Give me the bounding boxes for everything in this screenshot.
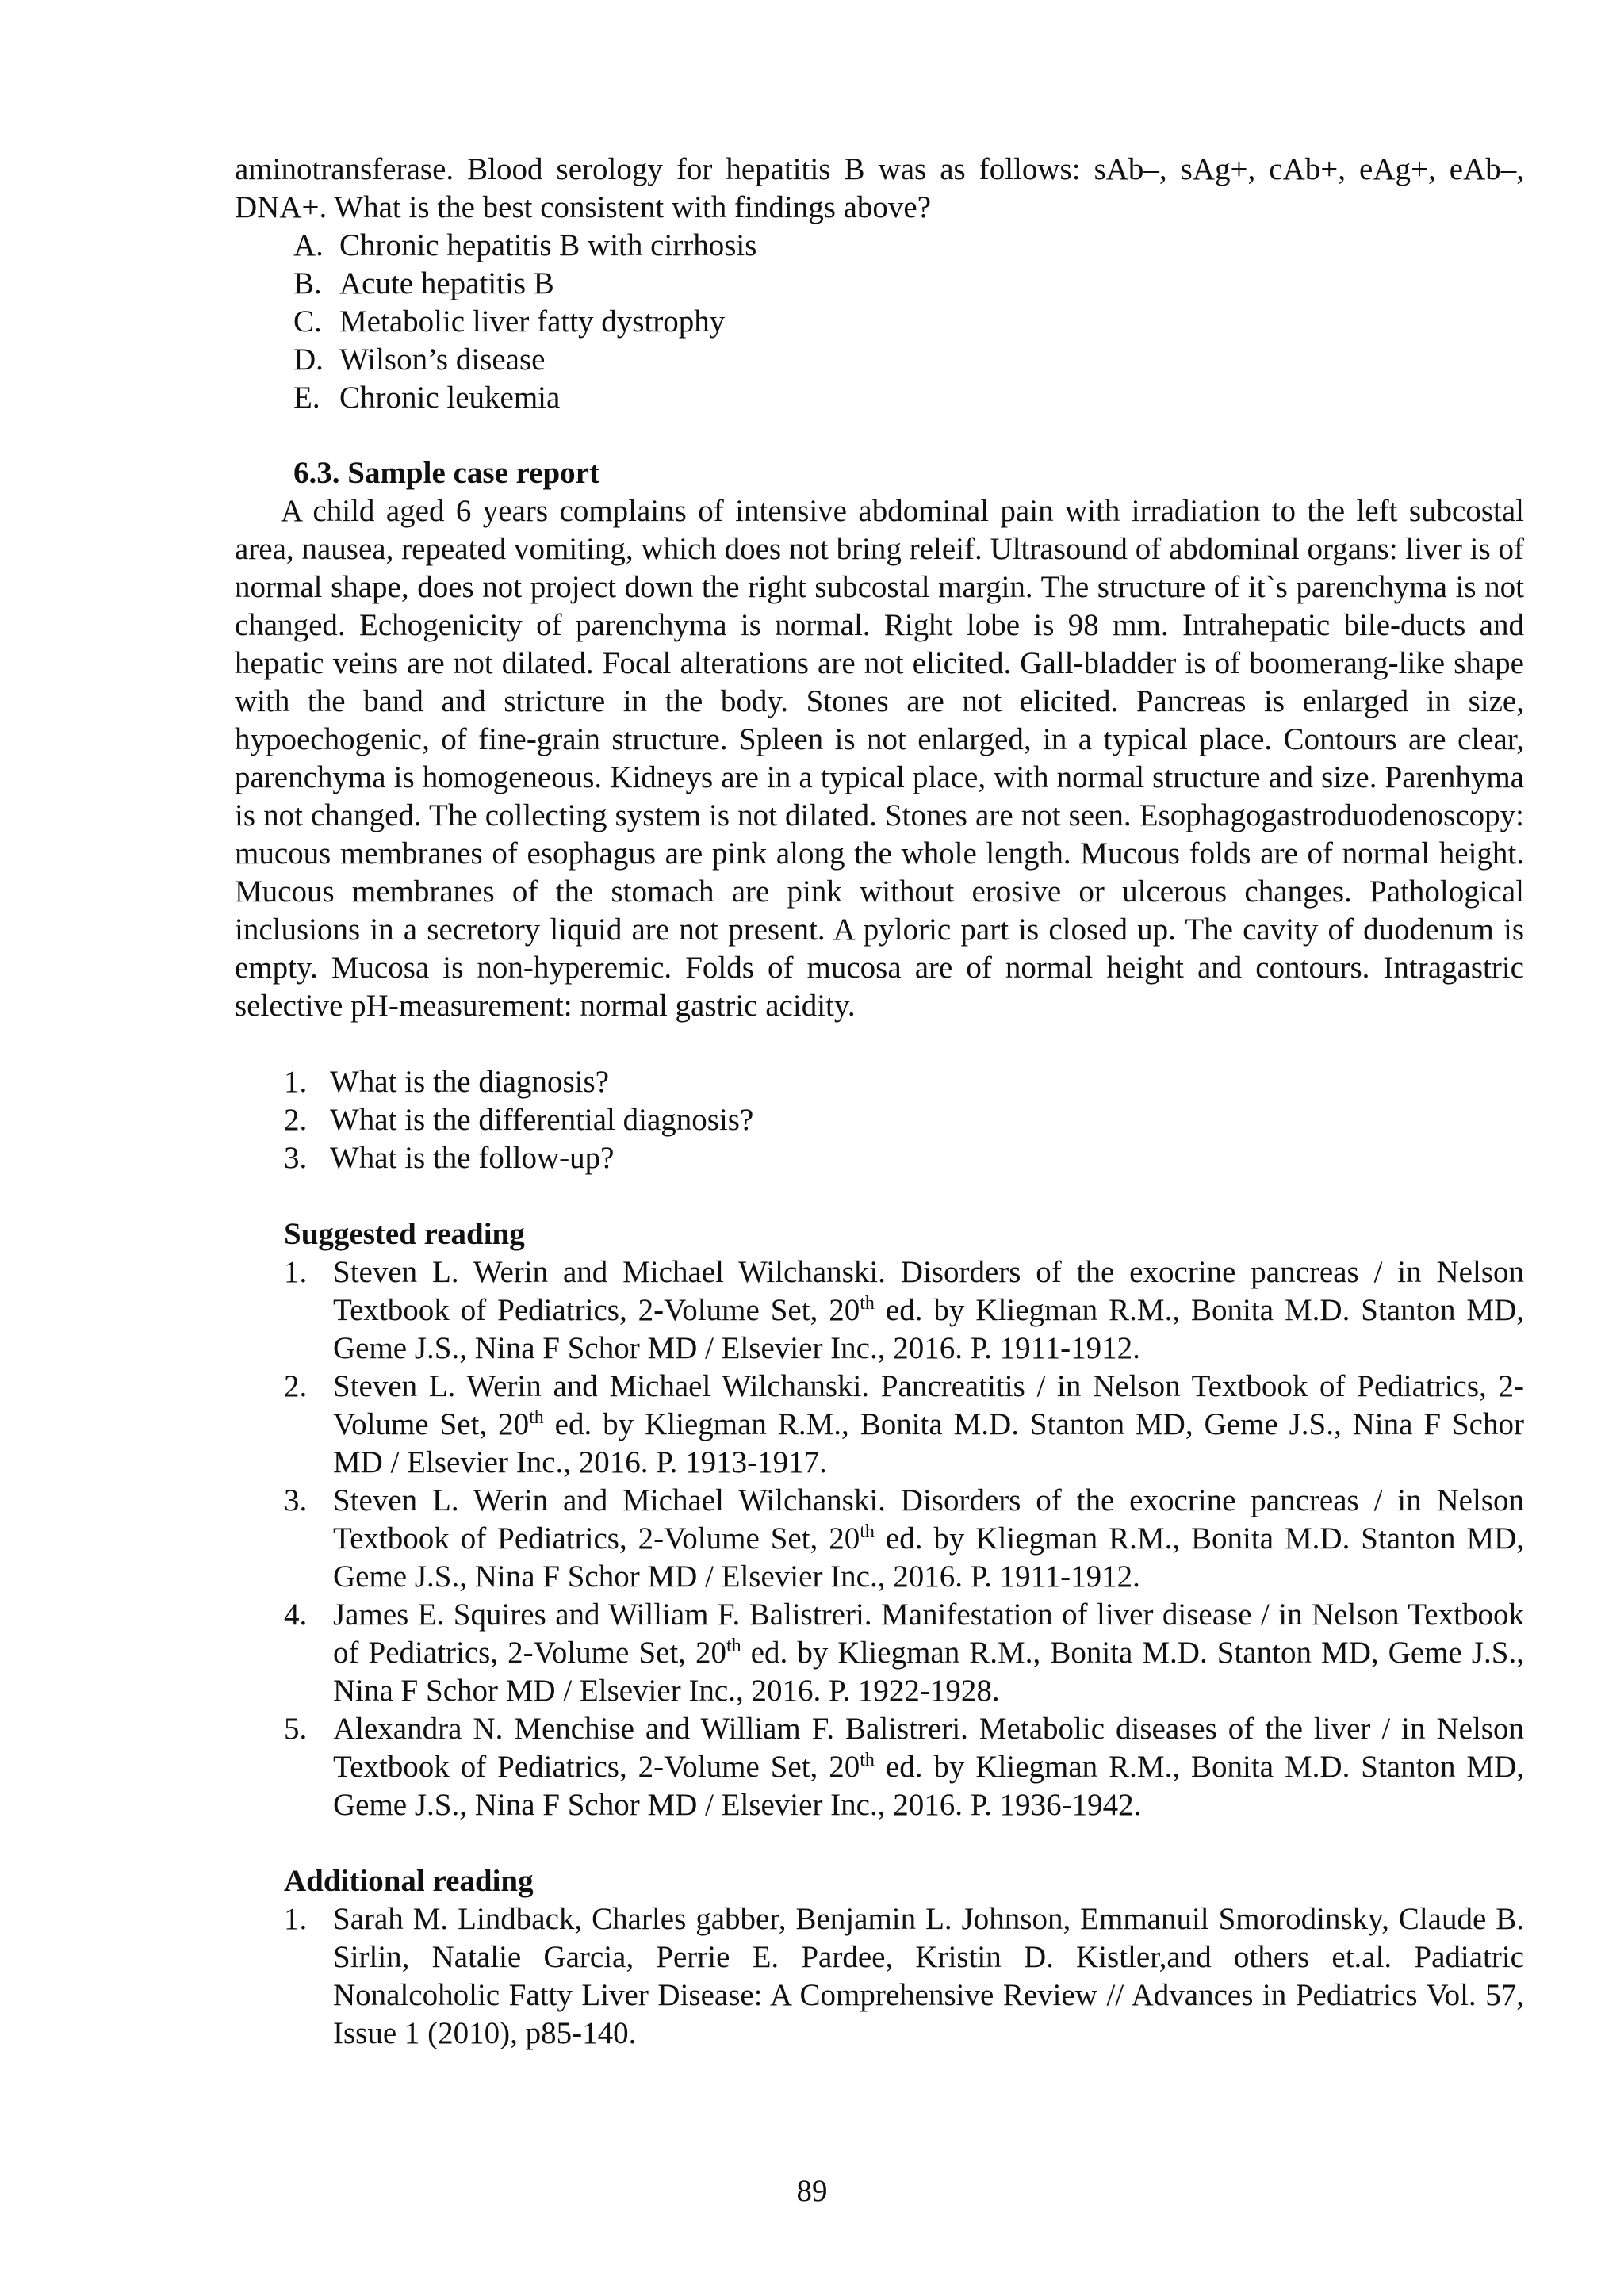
reference-text [333, 1368, 1524, 1482]
additional-reading-heading: Additional reading [284, 1864, 534, 1898]
case-paragraph: A child aged 6 years complains of intensive abdominal pain with irradiation to the left subcostal area, nausea, repeated vomiting, which does not bring releif. Ultrasound of abdominal organs: liver is of normal shape, does not project down the right subcostal margin. The structure of it`s parenchyma is not changed. Echogenicity of parenchyma is normal. Right lobe is 98 mm. Intrahepatic bile-ducts and hepatic veins are not dilated. Focal alterations are not elicited. Gall-bladder is of boomerang-like shape with the band and stricture in the body. Stones are not elicited. Pancreas is enlarged in size, hypoechogenic, of fine-grain structure. Spleen is not enlarged, in a typical place. Contours are clear, parenchyma is homogeneous. Kidneys are in a typical place, with normal structure and size. Parenhyma is not changed. The collecting system is not dilated. Stones are not seen. Esophagogastroduodenoscopy: mucous membranes of esophagus are pink along the whole length. Mucous folds are of normal height. Mucous membranes of the stomach are pink without erosive or ulcerous changes. Pathological inclusions in a secretory liquid are not present. A pyloric part is closed up. The cavity of duodenum is empty. Mucosa is non-hyperemic. Folds of mucosa are of normal height and contours. Intragastric selective pH-measurement: normal gastric acidity. [235, 494, 1524, 1023]
reference-text [333, 1710, 1524, 1824]
reference-item [235, 1253, 1524, 1368]
suggested-reading-heading: Suggested reading [284, 1217, 525, 1251]
intro-paragraph: aminotransferase. Blood serology for hepatitis B was as follows: sAb–, sAg+, cAb+, eAg+, eAb–, DNA+. What is the best consistent with findings above? [235, 152, 1524, 224]
option-letter: C. [293, 304, 322, 339]
reference-text [333, 1482, 1524, 1596]
reference-text-main: Steven L. Werin and Michael Wilchanski. Disorders of the exocrine pancreas / in Nelson Textbook of Pediatrics, 2-Volume Set, 20 [333, 1483, 1524, 1556]
reference-number: 5. [284, 1712, 308, 1746]
reference-text [333, 1253, 1524, 1368]
answer-option-a [235, 227, 1524, 265]
option-text: Wilson’s disease [339, 342, 546, 377]
question-text: What is the follow-up? [330, 1141, 615, 1175]
answer-options [235, 227, 1524, 417]
ordinal-suffix: th [860, 1750, 875, 1770]
ordinal-suffix: th [860, 1293, 875, 1314]
reference-number: 2. [284, 1369, 308, 1403]
ordinal-suffix: th [860, 1521, 875, 1542]
reference-text [333, 1596, 1524, 1710]
reference-number: 4. [284, 1598, 308, 1632]
page-number: 89 [796, 2174, 828, 2208]
option-text: Metabolic liver fatty dystrophy [339, 304, 726, 339]
reference-item [235, 1710, 1524, 1824]
question-item [235, 1139, 1524, 1177]
reference-text-main: James E. Squires and William F. Balistreri. Manifestation of liver disease / in Nelson Textbook of Pediatrics, 2-Volume Set, 20 [333, 1598, 1524, 1670]
reference-text-rest: ed. by Kliegman R.M., Bonita M.D. Stanton MD, Geme J.S., Nina F Schor MD / Elsevier Inc., 2016. P. 1936-1942. [333, 1750, 1524, 1822]
question-number: 3. [284, 1141, 308, 1175]
option-letter: D. [293, 342, 324, 377]
reference-item [235, 1482, 1524, 1596]
answer-option-d [235, 341, 1524, 379]
additional-reading-list [235, 1900, 1524, 2053]
option-letter: B. [293, 266, 322, 300]
question-item [235, 1063, 1524, 1101]
answer-option-b [235, 265, 1524, 303]
question-text: What is the diagnosis? [330, 1065, 610, 1099]
ordinal-suffix: th [529, 1407, 544, 1428]
suggested-reading-list [235, 1253, 1524, 1824]
answer-option-e [235, 379, 1524, 417]
reference-text-main: Steven L. Werin and Michael Wilchanski. Pancreatitis / in Nelson Textbook of Pediatrics, 2-Volume Set, 20 [333, 1369, 1524, 1441]
option-letter: A. [293, 228, 324, 262]
case-heading: 6.3. Sample case report [293, 456, 599, 490]
reference-text-rest: ed. by Kliegman R.M., Bonita M.D. Stanton MD, Geme J.S., Nina F Schor MD / Elsevier Inc., 2016. P. 1911-1912. [333, 1293, 1524, 1365]
question-number: 2. [284, 1103, 308, 1137]
reference-number: 1. [284, 1255, 308, 1289]
reference-text-rest: ed. by Kliegman R.M., Bonita M.D. Stanton MD, Geme J.S., Nina F Schor MD / Elsevier Inc., 2016. P. 1913-1917. [333, 1407, 1524, 1479]
option-text: Chronic leukemia [339, 381, 561, 415]
question-item [235, 1101, 1524, 1139]
reference-text-main: Steven L. Werin and Michael Wilchanski. Disorders of the exocrine pancreas / in Nelson Textbook of Pediatrics, 2-Volume Set, 20 [333, 1255, 1524, 1327]
question-text: What is the differential diagnosis? [330, 1103, 754, 1137]
reference-text-main: Alexandra N. Menchise and William F. Balistreri. Metabolic diseases of the liver / in Nelson Textbook of Pediatrics, 2-Volume Set, 20 [333, 1712, 1524, 1784]
question-list [235, 1063, 1524, 1177]
reference-number: 3. [284, 1483, 308, 1517]
reference-number: 1. [284, 1902, 308, 1936]
option-text: Acute hepatitis B [339, 266, 554, 300]
ordinal-suffix: th [726, 1636, 741, 1656]
reference-item [235, 1900, 1524, 2053]
question-number: 1. [284, 1065, 308, 1099]
reference-item [235, 1596, 1524, 1710]
page-content [235, 151, 1524, 2053]
option-letter: E. [293, 381, 320, 415]
reference-text: Sarah M. Lindback, Charles gabber, Benjamin L. Johnson, Emmanuil Smorodinsky, Claude B. Sirlin, Natalie Garcia, Perrie E. Pardee, Kristin D. Kistler,and others et.al. Padiatric Nonalcoholic Fatty Liver Disease: A Comprehensive Review // Advances in Pediatrics Vol. 57, Issue 1 (2010), p85-140. [333, 1902, 1524, 2050]
reference-text-rest: ed. by Kliegman R.M., Bonita M.D. Stanton MD, Geme J.S., Nina F Schor MD / Elsevier Inc., 2016. P. 1911-1912. [333, 1521, 1524, 1594]
option-text: Chronic hepatitis B with cirrhosis [339, 228, 757, 262]
reference-text-rest: ed. by Kliegman R.M., Bonita M.D. Stanton MD, Geme J.S., Nina F Schor MD / Elsevier Inc., 2016. P. 1922-1928. [333, 1636, 1524, 1708]
answer-option-c [235, 303, 1524, 341]
reference-item [235, 1368, 1524, 1482]
